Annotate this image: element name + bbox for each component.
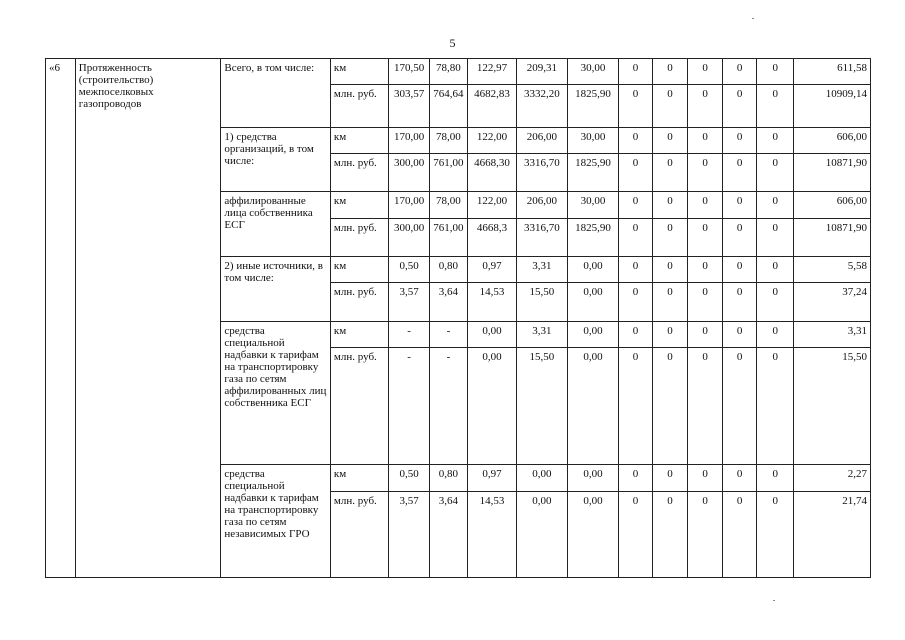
value-cell: 0,80	[429, 465, 467, 491]
value-cell: 1825,90	[567, 85, 618, 128]
value-cell: 300,00	[389, 218, 429, 256]
value-cell: 170,50	[389, 59, 429, 85]
unit-cell: млн. руб.	[330, 282, 388, 321]
value-cell: 30,00	[567, 192, 618, 218]
total-cell: 10909,14	[794, 85, 871, 128]
value-cell: 0	[652, 85, 687, 128]
value-cell: 14,53	[468, 282, 517, 321]
value-cell: 14,53	[468, 491, 517, 577]
funding-source: аффилированные лица собственника ЕСГ	[221, 192, 331, 256]
value-cell: 0	[757, 128, 794, 154]
value-cell: 0	[618, 59, 652, 85]
funding-source: 2) иные источники, в том числе:	[221, 256, 331, 321]
value-cell: 15,50	[516, 282, 567, 321]
value-cell: 0	[757, 59, 794, 85]
value-cell: 0	[618, 348, 652, 465]
value-cell: 0	[618, 154, 652, 192]
value-cell: 3316,70	[516, 218, 567, 256]
value-cell: 0,00	[567, 282, 618, 321]
value-cell: 4682,83	[468, 85, 517, 128]
value-cell: 0,50	[389, 465, 429, 491]
value-cell: 0	[618, 491, 652, 577]
value-cell: 78,00	[429, 192, 467, 218]
value-cell: 0	[757, 491, 794, 577]
value-cell: 0	[688, 59, 723, 85]
value-cell: 0,00	[468, 348, 517, 465]
value-cell: 0,80	[429, 256, 467, 282]
total-cell: 606,00	[794, 192, 871, 218]
value-cell: 3,31	[516, 256, 567, 282]
value-cell: 122,97	[468, 59, 517, 85]
value-cell: 0	[757, 218, 794, 256]
value-cell: 0	[723, 85, 757, 128]
value-cell: 303,57	[389, 85, 429, 128]
value-cell: 0,50	[389, 256, 429, 282]
unit-cell: млн. руб.	[330, 154, 388, 192]
value-cell: 0	[757, 154, 794, 192]
value-cell: 761,00	[429, 218, 467, 256]
value-cell: 0,00	[516, 491, 567, 577]
value-cell: 0	[618, 85, 652, 128]
unit-cell: км	[330, 256, 388, 282]
value-cell: 3,57	[389, 282, 429, 321]
value-cell: 0	[723, 154, 757, 192]
value-cell: 0	[618, 256, 652, 282]
value-cell: 300,00	[389, 154, 429, 192]
value-cell: 4668,30	[468, 154, 517, 192]
value-cell: 206,00	[516, 128, 567, 154]
value-cell: 0	[757, 465, 794, 491]
unit-cell: млн. руб.	[330, 348, 388, 465]
value-cell: 0	[688, 348, 723, 465]
value-cell: 0	[652, 491, 687, 577]
value-cell: 0,00	[516, 465, 567, 491]
value-cell: 3332,20	[516, 85, 567, 128]
value-cell: 1825,90	[567, 154, 618, 192]
value-cell: 0	[723, 282, 757, 321]
scan-speck	[752, 18, 754, 19]
value-cell: 0	[723, 491, 757, 577]
value-cell: 0,00	[567, 465, 618, 491]
value-cell: 0	[757, 348, 794, 465]
value-cell: 0	[652, 218, 687, 256]
value-cell: 209,31	[516, 59, 567, 85]
pipeline-data-table	[45, 58, 871, 578]
value-cell: 0	[652, 321, 687, 347]
total-cell: 606,00	[794, 128, 871, 154]
value-cell: 0	[618, 128, 652, 154]
value-cell: 0,97	[468, 256, 517, 282]
value-cell: 0	[652, 348, 687, 465]
value-cell: 0	[757, 85, 794, 128]
value-cell: 0	[723, 348, 757, 465]
unit-cell: км	[330, 321, 388, 347]
value-cell: 122,00	[468, 192, 517, 218]
value-cell: 0	[757, 256, 794, 282]
value-cell: 0,00	[468, 321, 517, 347]
value-cell: 0	[757, 192, 794, 218]
value-cell: 3,31	[516, 321, 567, 347]
value-cell: 122,00	[468, 128, 517, 154]
value-cell: 30,00	[567, 59, 618, 85]
value-cell: 761,00	[429, 154, 467, 192]
total-cell: 15,50	[794, 348, 871, 465]
unit-cell: млн. руб.	[330, 85, 388, 128]
value-cell: 170,00	[389, 128, 429, 154]
value-cell: 0	[723, 192, 757, 218]
value-cell: 0	[618, 321, 652, 347]
value-cell: 0	[688, 128, 723, 154]
value-cell: 0,00	[567, 321, 618, 347]
value-cell: 0	[688, 256, 723, 282]
value-cell: 0	[723, 128, 757, 154]
table-body	[46, 59, 871, 578]
value-cell: 764,64	[429, 85, 467, 128]
value-cell: 0	[688, 218, 723, 256]
value-cell: 0,00	[567, 348, 618, 465]
value-cell: 0	[688, 491, 723, 577]
value-cell: 0	[688, 85, 723, 128]
value-cell: 0,00	[567, 256, 618, 282]
funding-source: средства специальной надбавки к тарифам на транспортировку газа по сетям аффилированных лиц собственника ЕСГ	[221, 321, 331, 465]
value-cell: 0	[688, 154, 723, 192]
value-cell: 0,97	[468, 465, 517, 491]
funding-source: 1) средства организаций, в том числе:	[221, 128, 331, 192]
unit-cell: км	[330, 59, 388, 85]
value-cell: 206,00	[516, 192, 567, 218]
value-cell: 78,00	[429, 128, 467, 154]
value-cell: 0	[757, 321, 794, 347]
value-cell: 30,00	[567, 128, 618, 154]
value-cell: 15,50	[516, 348, 567, 465]
total-cell: 10871,90	[794, 218, 871, 256]
funding-source: средства специальной надбавки к тарифам на транспортировку газа по сетям независимых ГРО	[221, 465, 331, 578]
value-cell: 3316,70	[516, 154, 567, 192]
value-cell: 0	[618, 465, 652, 491]
row-index: «6	[46, 59, 76, 578]
total-cell: 21,74	[794, 491, 871, 577]
unit-cell: км	[330, 465, 388, 491]
value-cell: 0	[652, 282, 687, 321]
value-cell: -	[429, 321, 467, 347]
value-cell: 0	[652, 154, 687, 192]
value-cell: 0	[723, 256, 757, 282]
value-cell: 3,57	[389, 491, 429, 577]
funding-source: Всего, в том числе:	[221, 59, 331, 128]
value-cell: 0	[618, 282, 652, 321]
value-cell: 0	[652, 128, 687, 154]
scan-speck	[773, 600, 775, 601]
total-cell: 5,58	[794, 256, 871, 282]
value-cell: 1825,90	[567, 218, 618, 256]
value-cell: 0	[652, 192, 687, 218]
unit-cell: млн. руб.	[330, 491, 388, 577]
unit-cell: км	[330, 192, 388, 218]
value-cell: 0	[757, 282, 794, 321]
unit-cell: млн. руб.	[330, 218, 388, 256]
total-cell: 10871,90	[794, 154, 871, 192]
value-cell: 0	[652, 465, 687, 491]
value-cell: 0	[723, 59, 757, 85]
value-cell: 3,64	[429, 491, 467, 577]
value-cell: 0	[688, 282, 723, 321]
total-cell: 37,24	[794, 282, 871, 321]
indicator-name: Протяженность (строительство) межпоселковых газопроводов	[75, 59, 221, 578]
total-cell: 3,31	[794, 321, 871, 347]
value-cell: 0	[618, 192, 652, 218]
value-cell: -	[429, 348, 467, 465]
value-cell: 0,00	[567, 491, 618, 577]
value-cell: 170,00	[389, 192, 429, 218]
value-cell: 0	[618, 218, 652, 256]
value-cell: 0	[723, 218, 757, 256]
total-cell: 2,27	[794, 465, 871, 491]
page-number: 5	[449, 36, 456, 50]
value-cell: 0	[688, 192, 723, 218]
value-cell: 78,80	[429, 59, 467, 85]
total-cell: 611,58	[794, 59, 871, 85]
unit-cell: км	[330, 128, 388, 154]
value-cell: 0	[652, 59, 687, 85]
value-cell: 4668,3	[468, 218, 517, 256]
value-cell: -	[389, 321, 429, 347]
value-cell: 0	[688, 321, 723, 347]
value-cell: -	[389, 348, 429, 465]
value-cell: 0	[652, 256, 687, 282]
value-cell: 0	[688, 465, 723, 491]
value-cell: 3,64	[429, 282, 467, 321]
value-cell: 0	[723, 465, 757, 491]
value-cell: 0	[723, 321, 757, 347]
table-row	[46, 59, 871, 85]
